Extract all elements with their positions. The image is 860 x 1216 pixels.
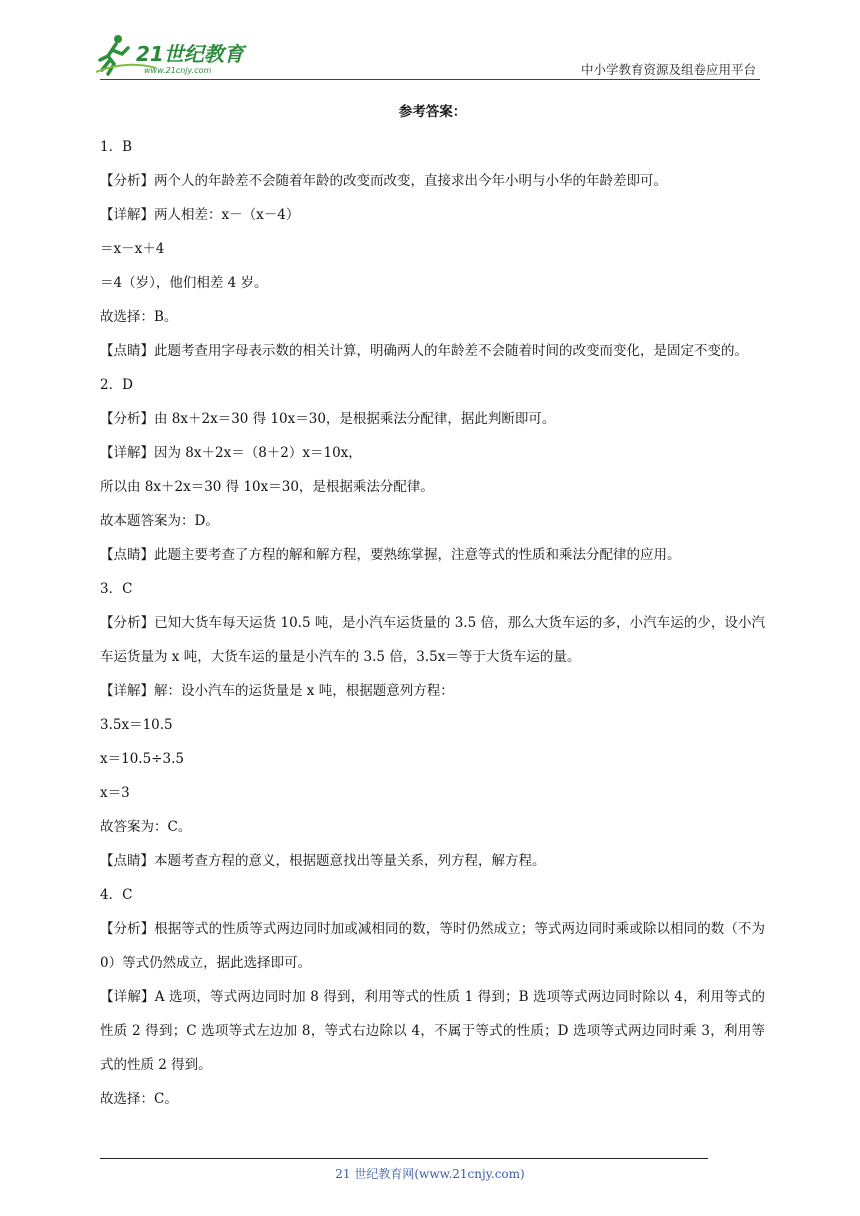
q3-number: 3．C — [100, 581, 133, 597]
q3-step: x＝3 — [100, 785, 130, 801]
page-title: 参考答案： — [398, 104, 467, 120]
q2-comment: 【点睛】此题主要考查了方程的解和解方程，要熟练掌握，注意等式的性质和乘法分配律的应用。 — [100, 547, 681, 563]
q1-comment: 【点睛】此题考查用字母表示数的相关计算，明确两人的年龄差不会随着时间的改变而变化，是固定不变的。 — [100, 343, 748, 359]
q1-step: ＝4（岁），他们相差 4 岁。 — [100, 275, 268, 291]
q3-comment: 【点睛】本题考查方程的意义，根据题意找出等量关系，列方程，解方程。 — [100, 853, 546, 869]
q2-number: 2．D — [100, 377, 133, 393]
q4-detail: 【详解】A 选项，等式两边同时加 8 得到，利用等式的性质 1 得到；B 选项等式两边同时除以 4，利用等式的性质 2 得到；C 选项等式左边加 8，等式右边除以 4，不属于等式的性质；D 选项等式两边同时乘 3，利用等式的性质 2 得到。 — [100, 989, 765, 1073]
q2-answer: 故本题答案为：D。 — [100, 513, 219, 529]
q3-step: x＝10.5÷3.5 — [100, 751, 184, 767]
q1-analysis: 【分析】两个人的年龄差不会随着年龄的改变而改变，直接求出今年小明与小华的年龄差即可。 — [100, 173, 667, 189]
q3-answer: 故答案为：C。 — [100, 819, 192, 835]
answer-content — [100, 100, 765, 1116]
q1-number: 1．B — [100, 139, 133, 155]
footer-divider — [100, 1158, 708, 1159]
q2-analysis: 【分析】由 8x＋2x＝30 得 10x＝30，是根据乘法分配律，据此判断即可。 — [100, 411, 556, 427]
q2-step: 所以由 8x＋2x＝30 得 10x＝30，是根据乘法分配律。 — [100, 479, 434, 495]
q3-step: 3.5x＝10.5 — [100, 717, 173, 733]
q4-choice: 故选择：C。 — [100, 1091, 178, 1107]
platform-name: 中小学教育资源及组卷应用平台 — [580, 62, 756, 77]
q1-choice: 故选择：B。 — [100, 309, 178, 325]
q3-analysis: 【分析】已知大货车每天运货 10.5 吨，是小汽车运货量的 3.5 倍，那么大货车运的多，小汽车运的少，设小汽车运货量为 x 吨，大货车运的量是小汽车的 3.5 倍，3.5x＝等于大货车运的量。 — [100, 615, 765, 665]
header-divider — [100, 79, 760, 80]
footer-link[interactable]: 21 世纪教育网(www.21cnjy.com) — [335, 1167, 525, 1181]
page-header — [0, 0, 860, 80]
logo — [96, 30, 266, 80]
q4-number: 4．C — [100, 887, 133, 903]
q1-detail: 【详解】两人相差：x－（x－4） — [100, 207, 300, 223]
q2-detail: 【详解】因为 8x＋2x＝（8＋2）x＝10x， — [100, 445, 362, 461]
logo-text: 21世纪教育 — [136, 42, 244, 66]
q4-analysis: 【分析】根据等式的性质等式两边同时加或减相同的数，等时仍然成立；等式两边同时乘或除以相同的数（不为 0）等式仍然成立，据此选择即可。 — [100, 921, 765, 971]
q3-detail: 【详解】解：设小汽车的运货量是 x 吨，根据题意列方程： — [100, 683, 454, 699]
logo-graphic — [96, 30, 266, 80]
logo-url: www.21cnjy.com — [144, 66, 212, 75]
q1-step: ＝x－x＋4 — [100, 241, 165, 257]
